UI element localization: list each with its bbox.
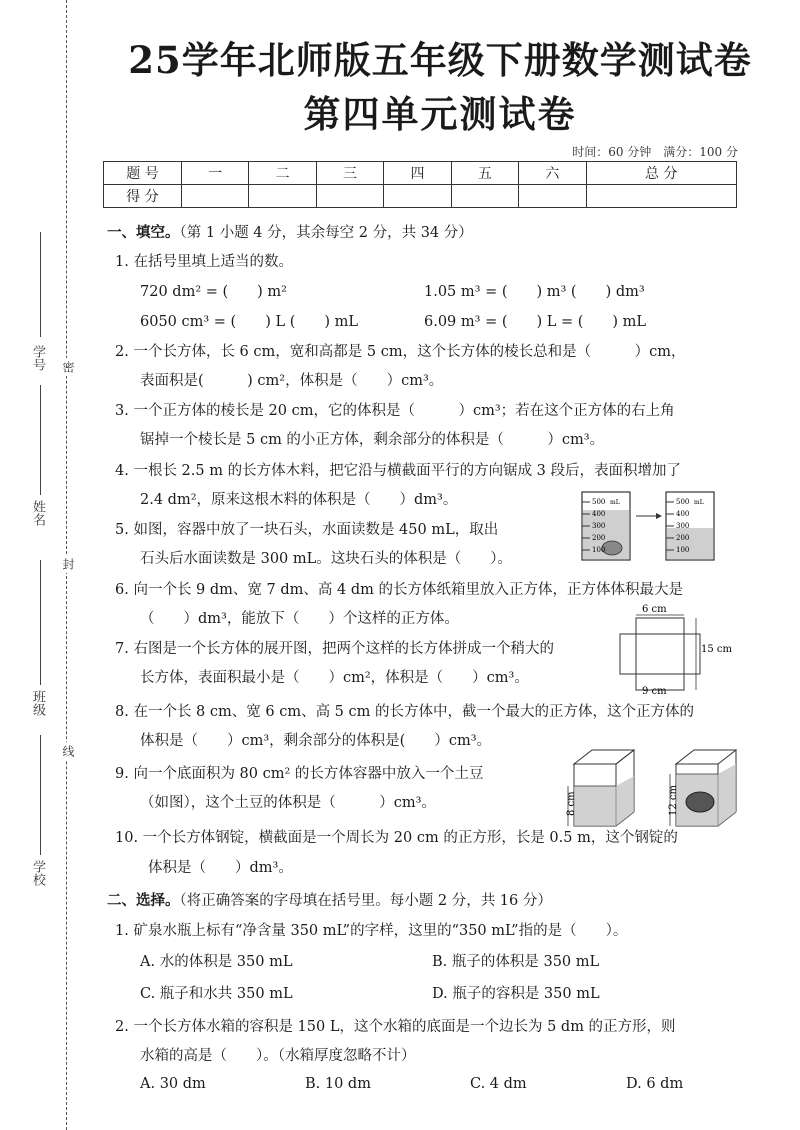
question-1-9-cont: （如图），这个土豆的体积是（ ）cm³。 [140,795,436,811]
beaker-mark: 400 [676,510,690,518]
option-2-2-B[interactable]: B. 10 dm [305,1076,371,1092]
beaker-mark: 100 [676,546,690,554]
school-line [40,735,41,855]
question-1-5: 5. 如图，容器中放了一块石头，水面读数是 450 mL，取出 [115,522,499,538]
score-table-score-row [104,185,737,208]
question-1-3-cont: 锯掉一个棱长是 5 cm 的小正方体，剩余部分的体积是（ ）cm³。 [140,432,605,448]
beaker-left [582,492,630,560]
margin-label-class: 班级 [30,690,45,716]
option-2-2-D[interactable]: D. 6 dm [626,1076,684,1092]
container-figure [554,744,740,830]
score-input-cell[interactable] [182,185,249,208]
margin-label-student-id: 学号 [30,345,45,371]
question-1-6: 6. 向一个长 9 dm、宽 7 dm、高 4 dm 的长方体纸箱里放入正方体，正方体体积最大是 [115,582,683,598]
class-line [40,560,41,685]
option-2-2-C[interactable]: C. 4 dm [470,1076,527,1092]
score-input-cell[interactable] [249,185,316,208]
beaker-mark: 300 [676,522,690,530]
option-2-1-D[interactable]: D. 瓶子的容积是 350 mL [432,986,600,1002]
score-cell: 六 [519,162,586,185]
beaker-mark: 500 [592,498,606,506]
score-table-header-row [104,162,737,185]
question-1-9: 9. 向一个底面积为 80 cm² 的长方体容器中放入一个土豆 [115,766,484,782]
score-cell: 题 号 [104,162,182,185]
question-1-6-cont: （ ）dm³，能放下（ ）个这样的正方体。 [140,611,459,627]
option-2-1-B[interactable]: B. 瓶子的体积是 350 mL [432,954,600,970]
question-1-1c: 6050 cm³ = ( ) L ( ) mL [140,314,359,330]
beaker-mark: 100 [592,546,606,554]
beaker-figure [576,488,736,564]
section2-heading [107,889,552,910]
section2-title: 二、选择。 [107,892,180,909]
beaker-unit: mL [610,499,620,506]
potato-shape [686,792,714,812]
right-container-label: 12 cm [668,785,679,816]
beaker-mark: 500 [676,498,690,506]
score-cell: 三 [316,162,383,185]
question-1-7: 7. 右图是一个长方体的展开图，把两个这样的长方体拼成一个稍大的 [115,641,554,657]
seal-xian: 线 [60,742,77,760]
option-2-2-A[interactable]: A. 30 dm [140,1076,206,1092]
left-container-label: 8 cm [566,791,577,816]
arrow-head [656,513,662,519]
score-cell: 得 分 [104,185,182,208]
net-right-label: 15 cm [701,644,732,655]
question-2-1: 1. 矿泉水瓶上标有“净含量 350 mL”的字样，这里的“350 mL”指的是（ ）。 [115,923,628,939]
question-2-2-cont: 水箱的高是（ ）。（水箱厚度忽略不计） [140,1048,416,1064]
net-top-label: 6 cm [642,604,667,615]
question-1-2-cont: 表面积是( ) cm²，体积是（ ）cm³。 [140,373,444,389]
beaker-mark: 300 [592,522,606,530]
question-1-1: 1. 在括号里填上适当的数。 [115,254,293,270]
question-1-10-cont: 体积是（ ）dm³。 [148,860,293,876]
score-input-cell[interactable] [384,185,451,208]
question-1-4: 4. 一根长 2.5 m 的长方体木料，把它沿与横截面平行的方向锯成 3 段后，表面积增加了 [115,463,682,479]
question-1-2: 2. 一个长方体，长 6 cm，宽和高都是 5 cm，这个长方体的棱长总和是（ ）cm， [115,344,686,360]
score-input-cell[interactable] [451,185,518,208]
time-info: 时间：60 分钟 满分：100 分 [572,145,738,159]
question-1-1b: 1.05 m³ = ( ) m³ ( ) dm³ [424,284,645,300]
cuboid-net-figure [600,602,740,694]
section1-title: 一、填空。 [107,224,180,241]
question-2-2: 2. 一个长方体水箱的容积是 150 L，这个水箱的底面是一个边长为 5 dm 的正方形，则 [115,1019,676,1035]
question-1-3: 3. 一个正方体的棱长是 20 cm，它的体积是（ ）cm³；若在这个正方体的右上角 [115,403,675,419]
page-title: 25学年北师版五年级下册数学测试卷 [128,38,752,82]
question-1-10: 10. 一个长方体钢锭，横截面是一个周长为 20 cm 的正方形，长是 0.5 m，这个钢锭的 [115,830,678,846]
question-1-1d: 6.09 m³ = ( ) L = ( ) mL [424,314,647,330]
score-cell: 一 [182,162,249,185]
question-1-8-cont: 体积是（ ）cm³，剩余部分的体积是( ）cm³。 [140,733,492,749]
beaker-unit: mL [694,499,704,506]
option-2-1-C[interactable]: C. 瓶子和水共 350 mL [140,986,293,1002]
question-1-1a: 720 dm² = ( ) m² [140,284,287,300]
beaker-right [666,492,714,560]
net-bottom-label: 9 cm [642,686,667,694]
score-cell: 二 [249,162,316,185]
score-cell: 五 [451,162,518,185]
page-subtitle: 第四单元测试卷 [303,92,577,136]
question-1-8: 8. 在一个长 8 cm、宽 6 cm、高 5 cm 的长方体中，截一个最大的正方体，这个正方体的 [115,704,694,720]
seal-feng: 封 [60,555,77,573]
container-right [668,750,736,826]
margin-label-name: 姓名 [30,500,45,526]
seal-mi: 密 [60,358,77,376]
section2-note: （将正确答案的字母填在括号里。每小题 2 分，共 16 分） [179,893,552,909]
beaker-mark: 400 [592,510,606,518]
beaker-mark: 200 [676,534,690,542]
score-input-cell[interactable] [586,185,736,208]
question-1-5-cont: 石头后水面读数是 300 mL。这块石头的体积是（ ）。 [140,551,513,567]
name-line [40,385,41,495]
beaker-mark: 200 [592,534,606,542]
section1-heading [107,221,473,242]
student-id-line [40,232,41,337]
score-table [103,161,737,208]
score-input-cell[interactable] [519,185,586,208]
option-2-1-A[interactable]: A. 水的体积是 350 mL [140,954,293,970]
margin-label-school: 学校 [30,860,45,886]
question-1-7-cont: 长方体，表面积最小是（ ）cm²，体积是（ ）cm³。 [140,670,529,686]
question-1-4-cont: 2.4 dm²，原来这根木料的体积是（ ）dm³。 [140,492,458,508]
score-cell: 总 分 [586,162,736,185]
container-left [566,750,634,826]
score-cell: 四 [384,162,451,185]
section1-note: （第 1 小题 4 分，其余每空 2 分，共 34 分） [179,225,473,241]
score-input-cell[interactable] [316,185,383,208]
